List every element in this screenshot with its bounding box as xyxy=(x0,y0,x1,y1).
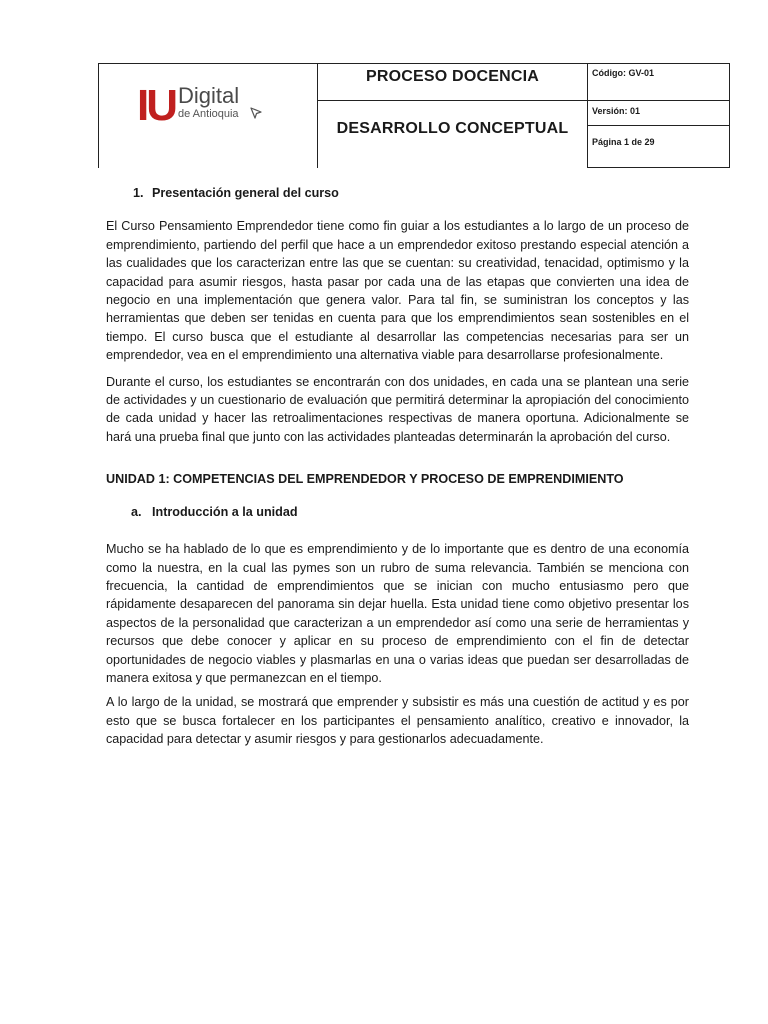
process-title: PROCESO DOCENCIA xyxy=(366,68,539,85)
cursor-arrow-icon xyxy=(249,106,263,120)
logo-subtitle: de Antioquia xyxy=(178,108,239,120)
document-header xyxy=(98,63,730,168)
iu-digital-logo xyxy=(137,82,267,130)
section-heading xyxy=(133,184,689,202)
document-title: DESARROLLO CONCEPTUAL xyxy=(336,120,569,137)
unit-heading: UNIDAD 1: COMPETENCIAS DEL EMPRENDEDOR Y PROCESO DE EMPRENDIMIENTO xyxy=(106,472,624,487)
process-title-cell xyxy=(317,64,587,101)
logo-digital-text: Digital xyxy=(178,83,240,108)
page-cell xyxy=(587,126,729,168)
document-body xyxy=(106,176,689,749)
subsection-letter: a. xyxy=(131,504,142,519)
logo-iu-text: IU xyxy=(137,81,175,130)
code-cell xyxy=(587,64,729,101)
subsection-heading xyxy=(131,503,689,521)
logo-cell xyxy=(99,64,317,168)
document-code: Código: GV-01 xyxy=(592,68,655,78)
section-number: 1. xyxy=(133,186,144,200)
section-title: Presentación general del curso xyxy=(152,186,339,200)
paragraph: El Curso Pensamiento Emprendedor tiene como fin guiar a los estudiantes a lo largo de un proceso de emprendimiento, partiendo del perfil que hace a un emprendedor exitoso prestando especial atención a las cualidades que los caracterizan entre las que se cuentan: su creatividad, tenacidad, optimismo y la capacidad para asumir riesgos, hasta pasar por cada una de las etapas que convierten una idea de negocio en una implementación que genera valor. Para tal fin, se suministran los conceptos y las herramientas que deben ser tenidas en cuenta para que los emprendimientos sean sostenibles en el tiempo. El curso busca que el estudiante al desarrollar las competencias necesarias para ser un emprendedor, vea en el emprendimiento una alternativa viable para desarrollarse profesionalmente. xyxy=(106,219,689,363)
subsection-title: Introducción a la unidad xyxy=(152,504,298,519)
page-number: Página 1 de 29 xyxy=(592,137,655,147)
paragraph: Durante el curso, los estudiantes se encontrarán con dos unidades, en cada una se plantean una serie de actividades y un cuestionario de evaluación que permitirá determinar la apropiación del conocimiento de cada unidad y hacer las retroalimentaciones respectivas de manera oportuna. Adicionalmente se hará una prueba final que junto con las actividades planteadas determinarán la aprobación del curso. xyxy=(106,374,689,444)
document-title-cell xyxy=(317,101,587,168)
document-version: Versión: 01 xyxy=(592,106,641,116)
paragraph: Mucho se ha hablado de lo que es emprendimiento y de lo importante que es dentro de una economía como la nuestra, en la cual las pymes son un rubro de suma relevancia. También se menciona con frecuencia, la cantidad de emprendimientos que se inician con mucho entusiasmo pero que rápidamente desaparecen del panorama sin dejar huella. Esta unidad tiene como objetivo presentar los aspectos de la personalidad que caracterizan a un emprendedor así como una serie de herramientas y recursos que debe conocer y aplicar en su proceso de emprendimiento con el fin de detectar oportunidades de negocio viables y plasmarlas en una o varias ideas que puedan ser desarrolladas de manera exitosa y que permanezcan en el tiempo. xyxy=(106,542,689,685)
paragraph: A lo largo de la unidad, se mostrará que emprender y subsistir es más una cuestión de actitud y es por esto que se busca fortalecer en los participantes el pensamiento analítico, creativo e innovador, la capacidad para detectar y asumir riesgos y para gestionarlos adecuadamente. xyxy=(106,695,689,747)
version-cell xyxy=(587,101,729,126)
